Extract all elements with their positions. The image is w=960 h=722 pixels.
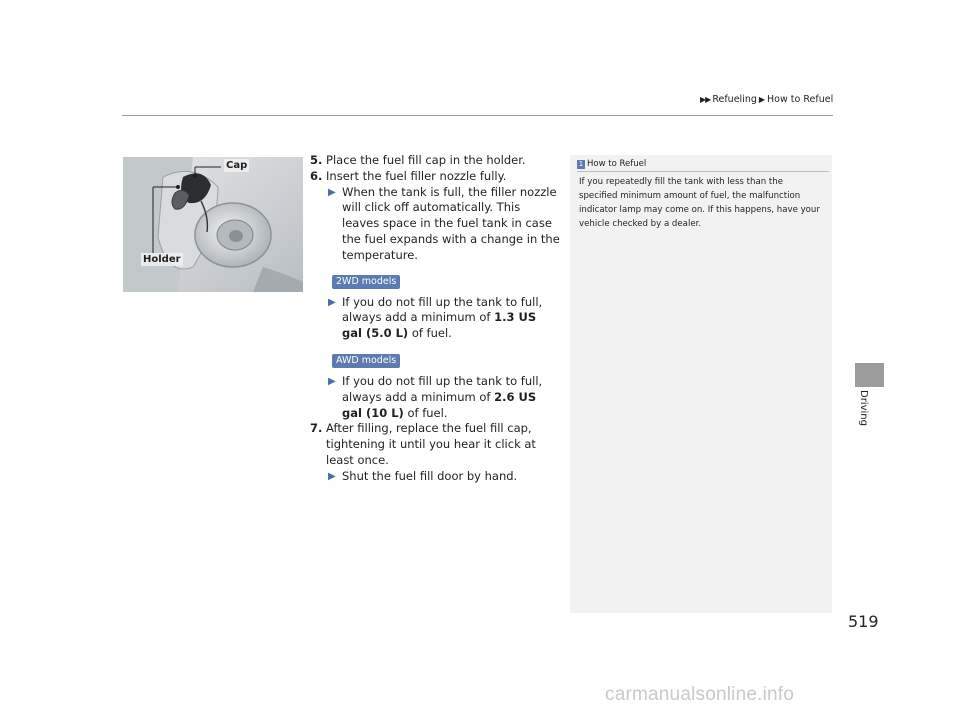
page-number: 519	[848, 612, 879, 631]
note-text: Shut the fuel fill door by hand.	[342, 468, 518, 483]
step-number: 7.	[310, 421, 323, 436]
step-6-note	[310, 185, 560, 264]
step-number: 5.	[310, 153, 323, 167]
step-text: Insert the fuel filler nozzle fully.	[326, 168, 507, 183]
double-triangle-icon: ▶▶	[700, 95, 711, 104]
model-badge-awd: AWD models	[332, 354, 400, 368]
step-6-awd-note	[310, 374, 560, 421]
chapter-tab-label	[851, 378, 885, 438]
callout-holder: Holder	[143, 254, 181, 265]
breadcrumb	[700, 94, 833, 105]
note-text: When the tank is full, the filler nozzle will click off automatically. This leaves space in the fuel tank in case the fuel expands with a change in the temperature.	[342, 184, 560, 262]
arrow-bullet-icon: ▶	[328, 296, 336, 308]
arrow-bullet-icon: ▶	[328, 375, 336, 387]
step-text: Place the fuel fill cap in the holder.	[326, 153, 526, 167]
procedure-steps	[310, 153, 560, 485]
triangle-separator-icon: ▶	[758, 95, 766, 104]
fuel-cap-illustration	[123, 157, 303, 292]
step-6-2wd-note	[310, 295, 560, 342]
note-text: If you do not fill up the tank to full, always add a minimum of	[342, 294, 543, 325]
step-7	[310, 421, 560, 468]
side-note-body: If you repeatedly fill the tank with less than the specified minimum amount of fuel, the malfunction indicator lamp may come on. If this happens, have your vehicle checked by a dealer.	[579, 177, 820, 229]
callout-cap: Cap	[226, 160, 248, 171]
fuel-cap-photo	[123, 157, 303, 292]
note-text-end: of fuel.	[407, 405, 448, 420]
watermark: carmanualsonline.info	[605, 684, 795, 705]
side-note-heading	[577, 159, 646, 169]
step-text: After filling, replace the fuel fill cap, tightening it until you hear it click at least once.	[326, 421, 536, 467]
header-rule	[122, 115, 833, 116]
badge-row-awd	[310, 352, 560, 368]
step-number: 6.	[310, 168, 323, 183]
side-note-rule	[577, 171, 829, 172]
badge-row-2wd	[310, 273, 560, 289]
breadcrumb-item-how-to-refuel[interactable]: How to Refuel	[767, 94, 834, 105]
note-index-icon: 1	[578, 159, 584, 168]
breadcrumb-item-refueling[interactable]: Refueling	[712, 94, 757, 105]
arrow-bullet-icon: ▶	[328, 470, 336, 482]
model-badge-2wd: 2WD models	[332, 275, 400, 289]
step-5	[310, 153, 560, 169]
arrow-bullet-icon: ▶	[328, 186, 336, 198]
note-text: If you do not fill up the tank to full, always add a minimum of	[342, 373, 543, 404]
side-note-title: How to Refuel	[587, 159, 647, 169]
step-7-note	[310, 469, 560, 485]
minimum-amount-2wd: 1.3 US gal (5.0 L)	[342, 310, 537, 341]
minimum-amount-awd: 2.6 US gal (10 L)	[342, 389, 537, 420]
step-6	[310, 169, 560, 185]
chapter-tab-text: Driving	[858, 390, 869, 426]
note-text-end: of fuel.	[411, 326, 452, 341]
